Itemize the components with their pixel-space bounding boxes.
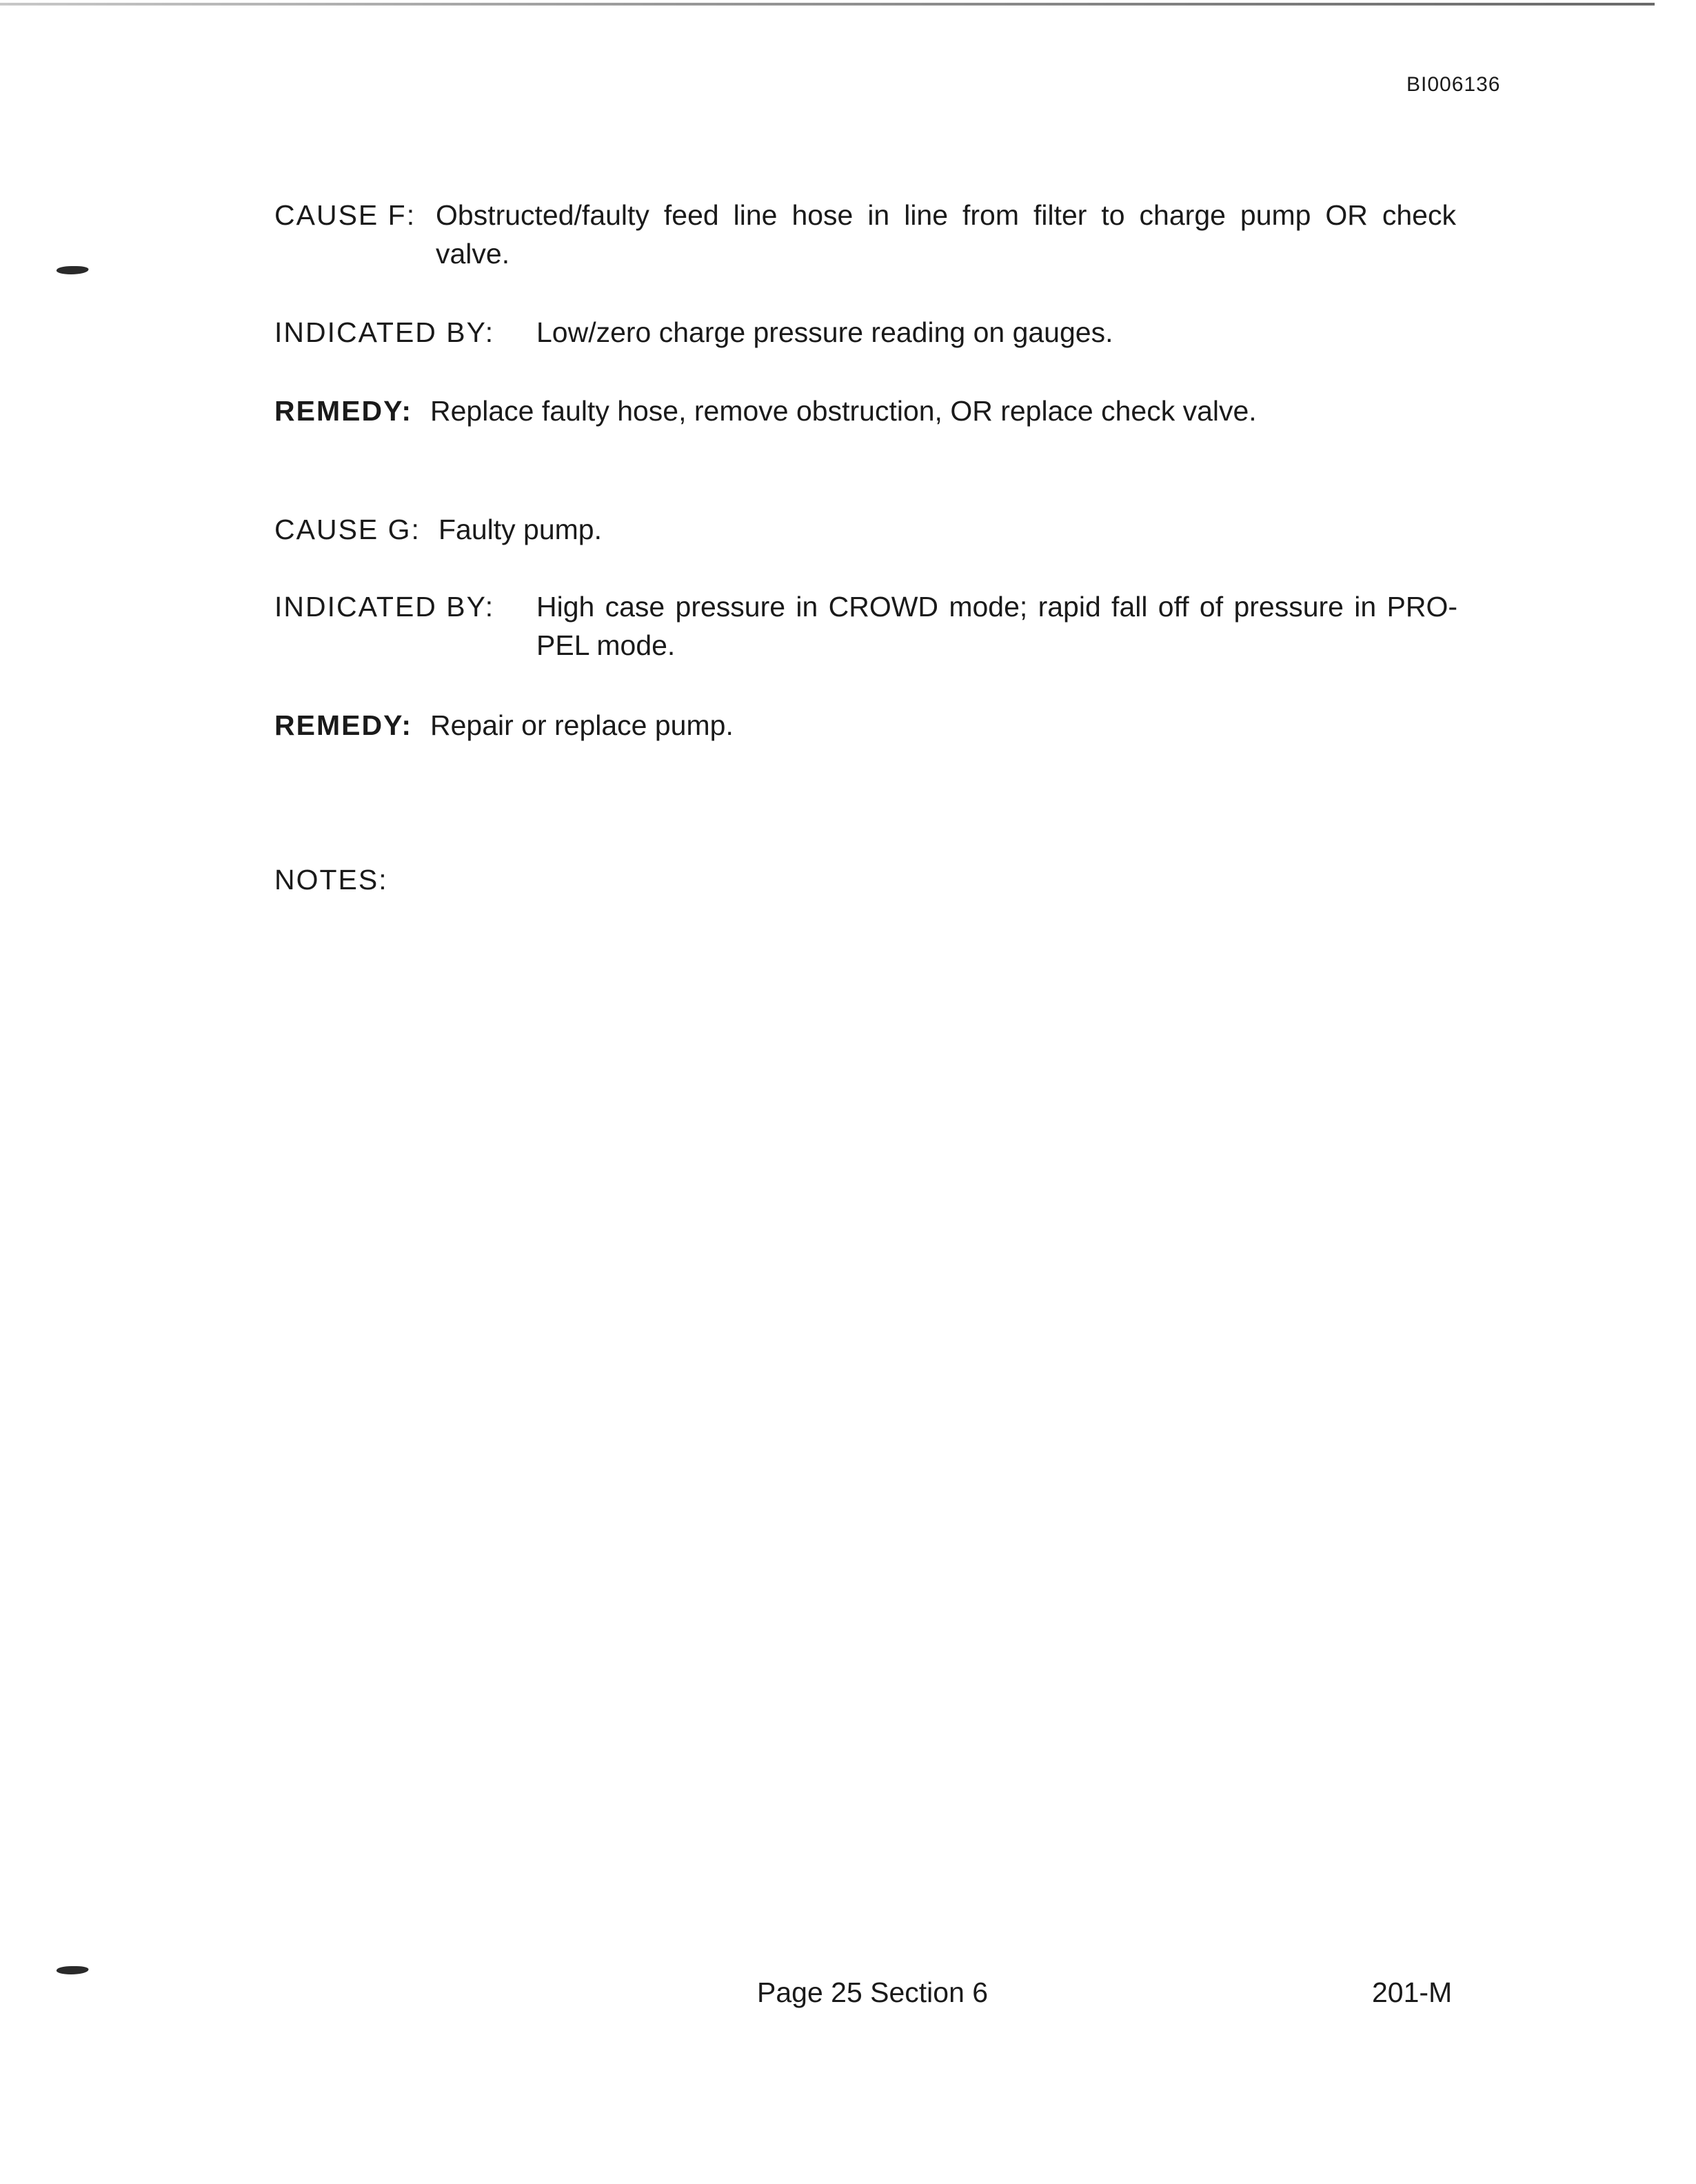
cause-g-text: Faulty pump.: [438, 514, 602, 545]
cause-f-indicated-text: Low/zero charge pressure reading on gauges.: [536, 316, 1113, 348]
binder-hole-mark-bottom: [55, 1966, 90, 1974]
cause-g-label: CAUSE G:: [274, 514, 421, 545]
cause-f-text-line2: valve.: [436, 238, 510, 270]
document-id: BI006136: [1406, 73, 1501, 96]
cause-f-remedy-label: REMEDY:: [274, 395, 413, 427]
binder-hole-mark-top: [55, 266, 90, 274]
cause-g-indicated-line2: PEL mode.: [536, 629, 676, 661]
cause-g-indicated-line1: High case pressure in CROWD mode; rapid fall off of pressure in PRO-: [536, 591, 1457, 623]
cause-g-remedy-text: Repair or replace pump.: [430, 709, 734, 741]
top-rule: [0, 3, 1655, 6]
document-code-footer: 201-M: [1372, 1976, 1453, 2008]
cause-g-indicated-label: INDICATED BY:: [274, 591, 495, 623]
cause-g-remedy-label: REMEDY:: [274, 709, 413, 741]
cause-f-text-line1: Obstructed/faulty feed line hose in line from filter to charge pump OR check: [436, 199, 1456, 231]
cause-f-indicated-label: INDICATED BY:: [274, 316, 495, 348]
notes-label: NOTES:: [274, 864, 388, 896]
page-section-footer: Page 25 Section 6: [757, 1976, 989, 2008]
cause-f-remedy-text: Replace faulty hose, remove obstruction, OR replace check valve.: [430, 395, 1257, 427]
cause-f-label: CAUSE F:: [274, 199, 416, 231]
